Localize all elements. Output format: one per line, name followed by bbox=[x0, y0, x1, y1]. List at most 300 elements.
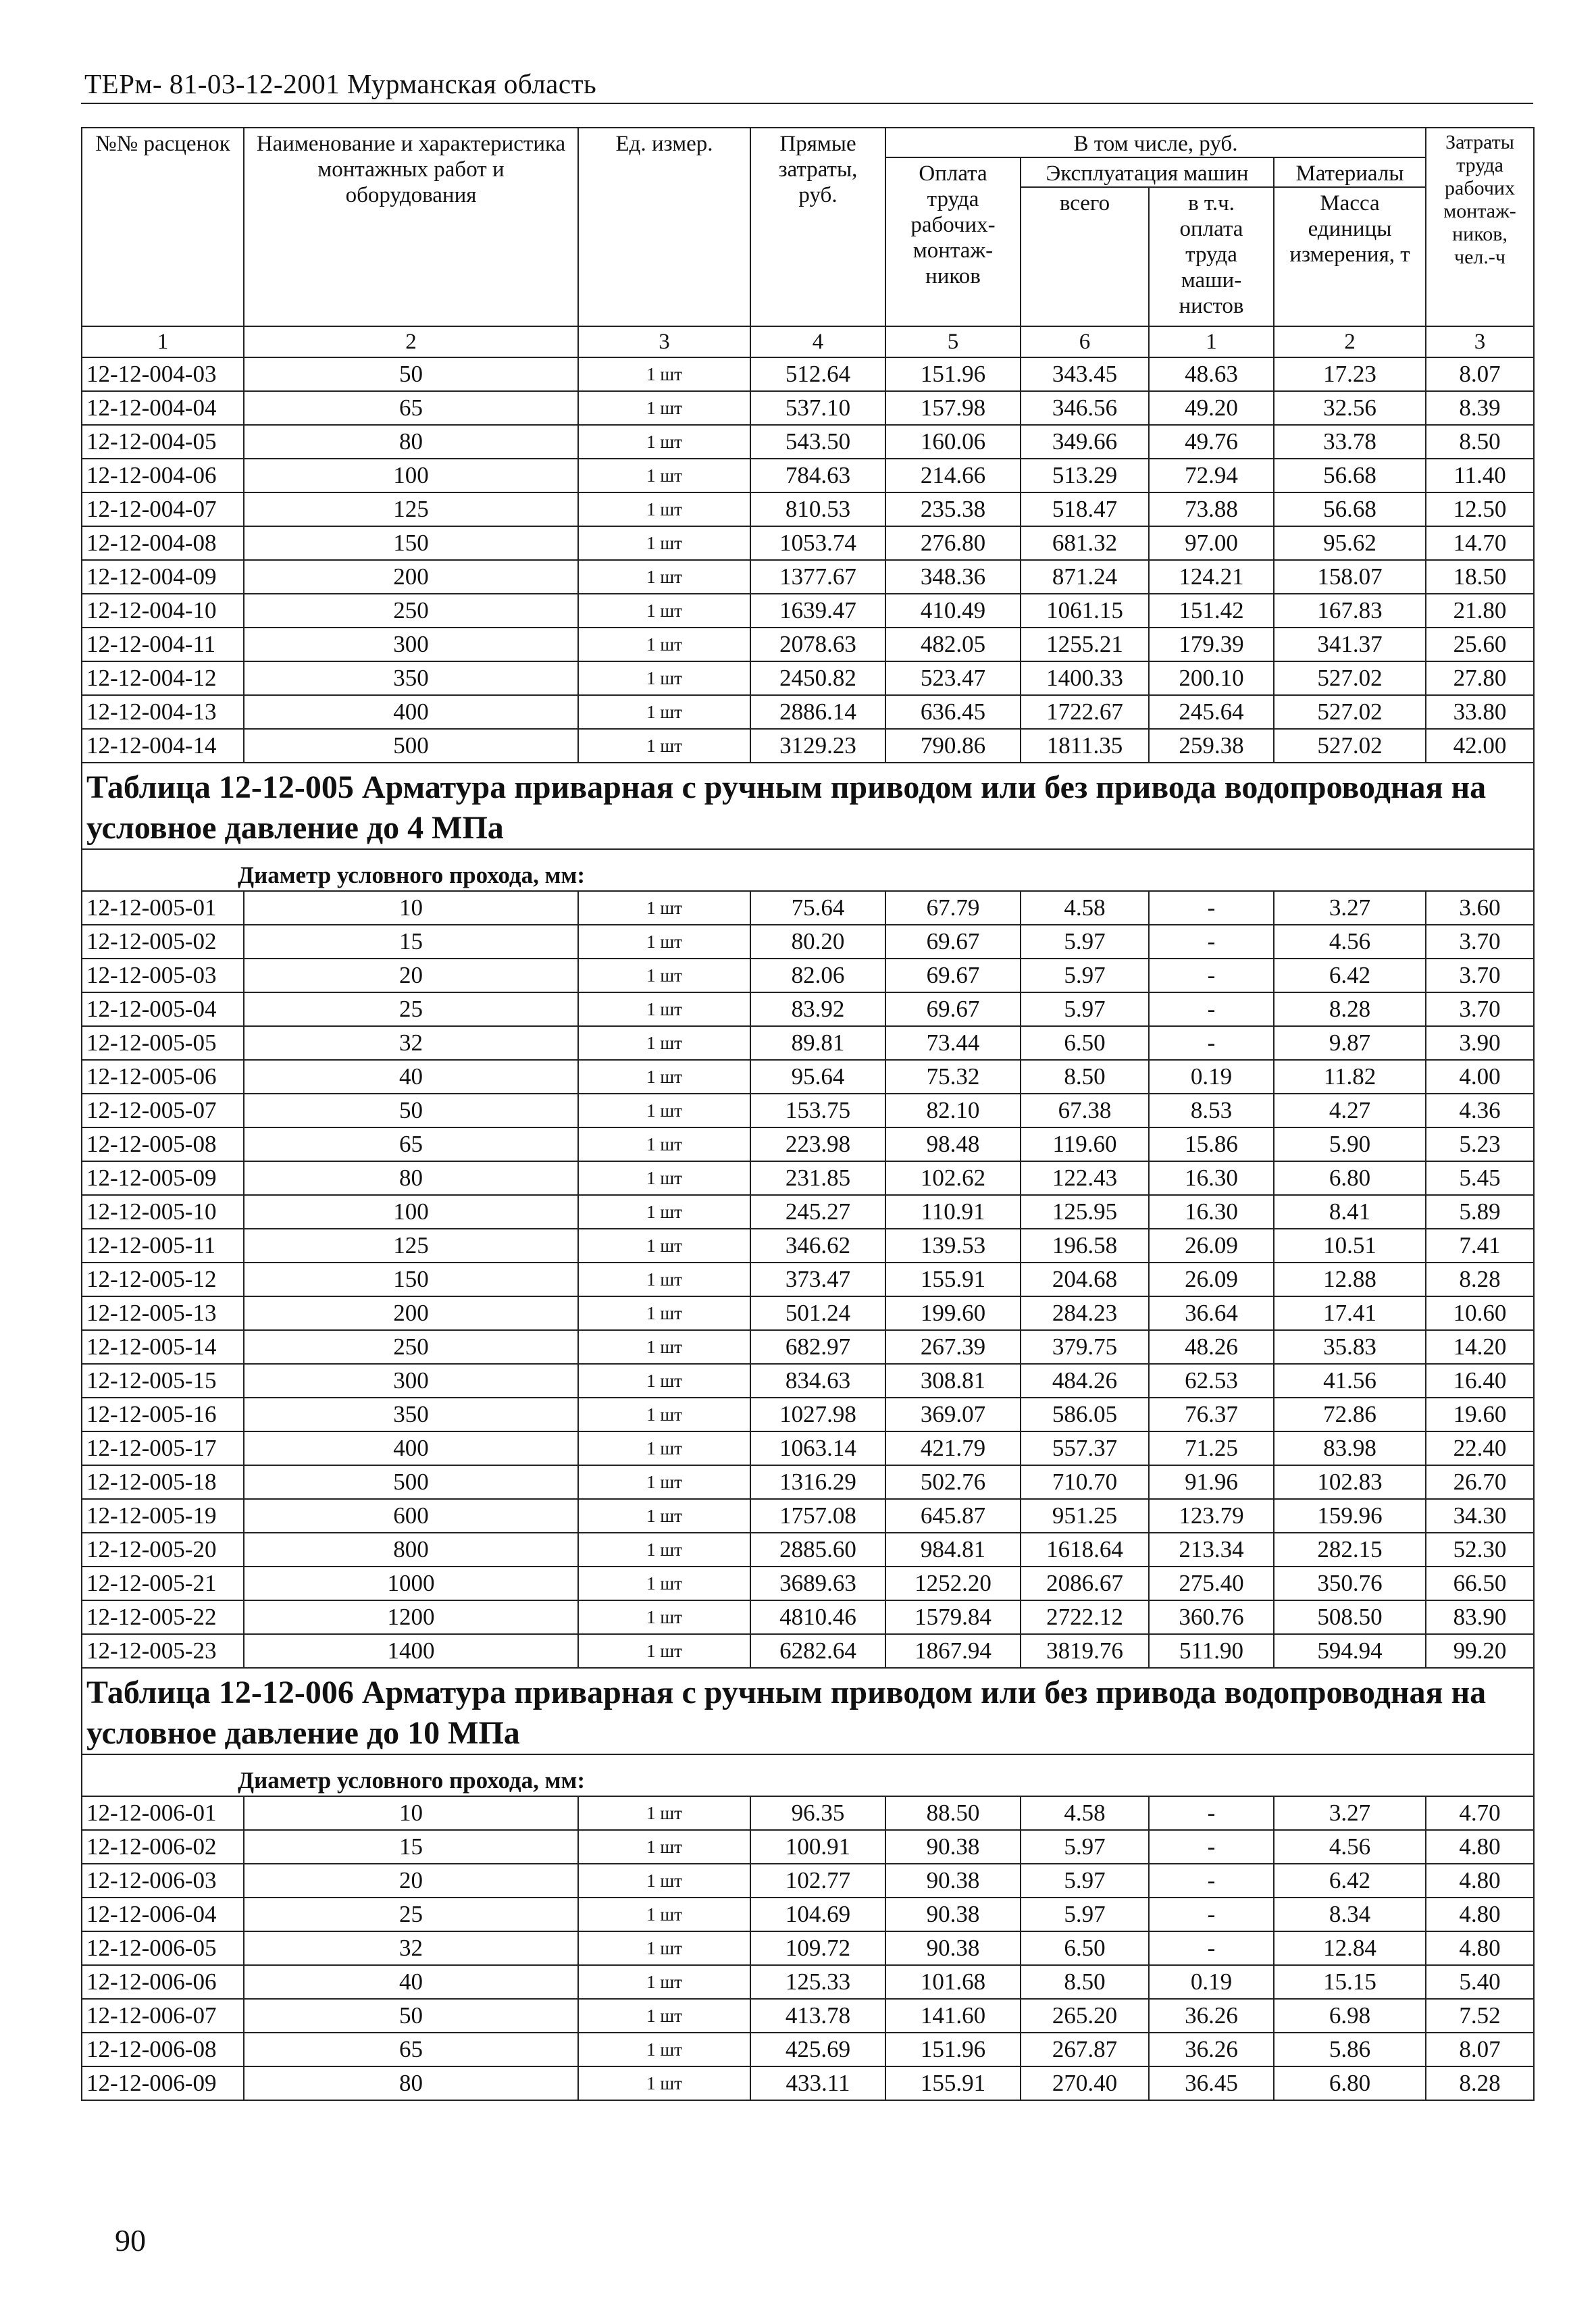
item-size-cell: 15 bbox=[244, 925, 578, 959]
column-number: 2 bbox=[244, 326, 578, 357]
item-size-cell: 100 bbox=[244, 459, 578, 492]
table-row bbox=[82, 1600, 1534, 1634]
unit-cell: 1 шт bbox=[578, 729, 750, 763]
table-row bbox=[82, 1965, 1534, 1999]
machines-total-cell: 196.58 bbox=[1021, 1229, 1149, 1263]
unit-cell: 1 шт bbox=[578, 526, 750, 560]
labor-pay-cell: 98.48 bbox=[885, 1127, 1021, 1161]
direct-costs-cell: 89.81 bbox=[750, 1026, 885, 1060]
machines-total-cell: 4.58 bbox=[1021, 1796, 1149, 1830]
item-size-cell: 50 bbox=[244, 1094, 578, 1127]
labor-pay-cell: 69.67 bbox=[885, 925, 1021, 959]
materials-cell: 4.56 bbox=[1274, 925, 1426, 959]
labor-hours-cell: 14.20 bbox=[1426, 1330, 1534, 1364]
unit-cell: 1 шт bbox=[578, 1898, 750, 1931]
header-including: В том числе, руб. bbox=[885, 128, 1426, 157]
unit-cell: 1 шт bbox=[578, 992, 750, 1026]
unit-cell: 1 шт bbox=[578, 2033, 750, 2066]
machines-total-cell: 518.47 bbox=[1021, 492, 1149, 526]
machinists-pay-cell: 36.26 bbox=[1149, 1999, 1274, 2033]
rate-code-cell: 12-12-005-05 bbox=[82, 1026, 244, 1060]
labor-pay-cell: 348.36 bbox=[885, 560, 1021, 594]
materials-cell: 41.56 bbox=[1274, 1364, 1426, 1398]
item-size-cell: 1000 bbox=[244, 1567, 578, 1600]
materials-cell: 6.80 bbox=[1274, 2066, 1426, 2100]
unit-cell: 1 шт bbox=[578, 1364, 750, 1398]
materials-cell: 4.56 bbox=[1274, 1830, 1426, 1864]
unit-cell: 1 шт bbox=[578, 1296, 750, 1330]
labor-pay-cell: 267.39 bbox=[885, 1330, 1021, 1364]
machines-total-cell: 1811.35 bbox=[1021, 729, 1149, 763]
section-subtitle-row bbox=[82, 849, 1534, 891]
rate-code-cell: 12-12-006-09 bbox=[82, 2066, 244, 2100]
table-row bbox=[82, 628, 1534, 661]
labor-pay-cell: 410.49 bbox=[885, 594, 1021, 628]
table-row bbox=[82, 1465, 1534, 1499]
unit-cell: 1 шт bbox=[578, 1965, 750, 1999]
rate-code-cell: 12-12-006-01 bbox=[82, 1796, 244, 1830]
machinists-pay-cell: 0.19 bbox=[1149, 1965, 1274, 1999]
machines-total-cell: 346.56 bbox=[1021, 391, 1149, 425]
labor-hours-cell: 4.80 bbox=[1426, 1830, 1534, 1864]
materials-cell: 56.68 bbox=[1274, 492, 1426, 526]
machinists-pay-cell: - bbox=[1149, 1931, 1274, 1965]
unit-cell: 1 шт bbox=[578, 1094, 750, 1127]
unit-cell: 1 шт bbox=[578, 1431, 750, 1465]
labor-hours-cell: 5.40 bbox=[1426, 1965, 1534, 1999]
item-size-cell: 200 bbox=[244, 1296, 578, 1330]
table-row bbox=[82, 1364, 1534, 1398]
machinists-pay-cell: - bbox=[1149, 925, 1274, 959]
labor-hours-cell: 26.70 bbox=[1426, 1465, 1534, 1499]
table-row bbox=[82, 1567, 1534, 1600]
table-row bbox=[82, 594, 1534, 628]
labor-hours-cell: 3.60 bbox=[1426, 891, 1534, 925]
materials-cell: 95.62 bbox=[1274, 526, 1426, 560]
materials-cell: 5.90 bbox=[1274, 1127, 1426, 1161]
direct-costs-cell: 413.78 bbox=[750, 1999, 885, 2033]
table-row bbox=[82, 661, 1534, 695]
column-numbers-row bbox=[82, 326, 1534, 357]
machines-total-cell: 2086.67 bbox=[1021, 1567, 1149, 1600]
materials-cell: 32.56 bbox=[1274, 391, 1426, 425]
item-size-cell: 500 bbox=[244, 1465, 578, 1499]
materials-cell: 3.27 bbox=[1274, 1796, 1426, 1830]
column-number: 1 bbox=[1149, 326, 1274, 357]
unit-cell: 1 шт bbox=[578, 459, 750, 492]
header-materials: Материалы bbox=[1274, 157, 1426, 187]
rate-code-cell: 12-12-005-09 bbox=[82, 1161, 244, 1195]
direct-costs-cell: 6282.64 bbox=[750, 1634, 885, 1668]
unit-cell: 1 шт bbox=[578, 1796, 750, 1830]
labor-pay-cell: 235.38 bbox=[885, 492, 1021, 526]
materials-cell: 56.68 bbox=[1274, 459, 1426, 492]
table-row bbox=[82, 492, 1534, 526]
labor-hours-cell: 5.45 bbox=[1426, 1161, 1534, 1195]
machines-total-cell: 1618.64 bbox=[1021, 1533, 1149, 1567]
unit-cell: 1 шт bbox=[578, 1600, 750, 1634]
rate-code-cell: 12-12-006-05 bbox=[82, 1931, 244, 1965]
unit-cell: 1 шт bbox=[578, 959, 750, 992]
machines-total-cell: 5.97 bbox=[1021, 1898, 1149, 1931]
direct-costs-cell: 2450.82 bbox=[750, 661, 885, 695]
table-row bbox=[82, 1263, 1534, 1296]
table-row bbox=[82, 1533, 1534, 1567]
table-body bbox=[82, 357, 1534, 2100]
direct-costs-cell: 231.85 bbox=[750, 1161, 885, 1195]
direct-costs-cell: 153.75 bbox=[750, 1094, 885, 1127]
item-size-cell: 40 bbox=[244, 1965, 578, 1999]
unit-cell: 1 шт bbox=[578, 628, 750, 661]
item-size-cell: 65 bbox=[244, 2033, 578, 2066]
table-row bbox=[82, 1161, 1534, 1195]
labor-hours-cell: 4.80 bbox=[1426, 1931, 1534, 1965]
machinists-pay-cell: 0.19 bbox=[1149, 1060, 1274, 1094]
rate-code-cell: 12-12-005-20 bbox=[82, 1533, 244, 1567]
item-size-cell: 50 bbox=[244, 1999, 578, 2033]
direct-costs-cell: 2886.14 bbox=[750, 695, 885, 729]
table-row bbox=[82, 1931, 1534, 1965]
materials-cell: 8.41 bbox=[1274, 1195, 1426, 1229]
labor-hours-cell: 8.50 bbox=[1426, 425, 1534, 459]
materials-cell: 17.23 bbox=[1274, 357, 1426, 391]
materials-cell: 527.02 bbox=[1274, 661, 1426, 695]
header-rule bbox=[81, 103, 1533, 104]
machines-total-cell: 343.45 bbox=[1021, 357, 1149, 391]
machinists-pay-cell: - bbox=[1149, 1026, 1274, 1060]
labor-pay-cell: 308.81 bbox=[885, 1364, 1021, 1398]
table-row bbox=[82, 1499, 1534, 1533]
machines-total-cell: 3819.76 bbox=[1021, 1634, 1149, 1668]
unit-cell: 1 шт bbox=[578, 1864, 750, 1898]
machinists-pay-cell: 91.96 bbox=[1149, 1465, 1274, 1499]
materials-cell: 15.15 bbox=[1274, 1965, 1426, 1999]
rate-code-cell: 12-12-005-06 bbox=[82, 1060, 244, 1094]
item-size-cell: 65 bbox=[244, 391, 578, 425]
machines-total-cell: 8.50 bbox=[1021, 1060, 1149, 1094]
table-row bbox=[82, 459, 1534, 492]
item-size-cell: 300 bbox=[244, 1364, 578, 1398]
direct-costs-cell: 82.06 bbox=[750, 959, 885, 992]
machinists-pay-cell: - bbox=[1149, 992, 1274, 1026]
table-header bbox=[82, 128, 1534, 357]
machinists-pay-cell: 151.42 bbox=[1149, 594, 1274, 628]
machinists-pay-cell: 48.26 bbox=[1149, 1330, 1274, 1364]
machines-total-cell: 1722.67 bbox=[1021, 695, 1149, 729]
machines-total-cell: 284.23 bbox=[1021, 1296, 1149, 1330]
item-size-cell: 80 bbox=[244, 1161, 578, 1195]
direct-costs-cell: 3689.63 bbox=[750, 1567, 885, 1600]
labor-hours-cell: 10.60 bbox=[1426, 1296, 1534, 1330]
rate-code-cell: 12-12-005-07 bbox=[82, 1094, 244, 1127]
table-row bbox=[82, 357, 1534, 391]
labor-hours-cell: 4.00 bbox=[1426, 1060, 1534, 1094]
header-labor: Затраты труда рабочих монтаж-ников, чел.-ч bbox=[1426, 128, 1534, 326]
machinists-pay-cell: 71.25 bbox=[1149, 1431, 1274, 1465]
labor-hours-cell: 8.28 bbox=[1426, 1263, 1534, 1296]
table-row bbox=[82, 1094, 1534, 1127]
table-row bbox=[82, 1999, 1534, 2033]
column-number: 3 bbox=[1426, 326, 1534, 357]
unit-cell: 1 шт bbox=[578, 1931, 750, 1965]
machines-total-cell: 1255.21 bbox=[1021, 628, 1149, 661]
materials-cell: 3.27 bbox=[1274, 891, 1426, 925]
rate-code-cell: 12-12-005-10 bbox=[82, 1195, 244, 1229]
item-size-cell: 150 bbox=[244, 1263, 578, 1296]
header-machinists-pay: в т.ч. оплата труда маши-нистов bbox=[1149, 187, 1274, 326]
labor-hours-cell: 4.80 bbox=[1426, 1898, 1534, 1931]
labor-hours-cell: 8.39 bbox=[1426, 391, 1534, 425]
labor-hours-cell: 3.90 bbox=[1426, 1026, 1534, 1060]
machinists-pay-cell: 245.64 bbox=[1149, 695, 1274, 729]
unit-cell: 1 шт bbox=[578, 1161, 750, 1195]
labor-hours-cell: 5.89 bbox=[1426, 1195, 1534, 1229]
rate-code-cell: 12-12-005-15 bbox=[82, 1364, 244, 1398]
materials-cell: 158.07 bbox=[1274, 560, 1426, 594]
item-size-cell: 80 bbox=[244, 2066, 578, 2100]
machinists-pay-cell: 36.45 bbox=[1149, 2066, 1274, 2100]
labor-pay-cell: 88.50 bbox=[885, 1796, 1021, 1830]
materials-cell: 167.83 bbox=[1274, 594, 1426, 628]
rate-code-cell: 12-12-006-06 bbox=[82, 1965, 244, 1999]
materials-cell: 9.87 bbox=[1274, 1026, 1426, 1060]
labor-hours-cell: 3.70 bbox=[1426, 925, 1534, 959]
column-number: 2 bbox=[1274, 326, 1426, 357]
direct-costs-cell: 501.24 bbox=[750, 1296, 885, 1330]
direct-costs-cell: 810.53 bbox=[750, 492, 885, 526]
rate-code-cell: 12-12-004-12 bbox=[82, 661, 244, 695]
unit-cell: 1 шт bbox=[578, 1398, 750, 1431]
direct-costs-cell: 4810.46 bbox=[750, 1600, 885, 1634]
labor-pay-cell: 90.38 bbox=[885, 1898, 1021, 1931]
materials-cell: 8.34 bbox=[1274, 1898, 1426, 1931]
unit-cell: 1 шт bbox=[578, 925, 750, 959]
direct-costs-cell: 96.35 bbox=[750, 1796, 885, 1830]
unit-cell: 1 шт bbox=[578, 594, 750, 628]
header-direct-costs: Прямые затраты, руб. bbox=[750, 128, 885, 326]
direct-costs-cell: 102.77 bbox=[750, 1864, 885, 1898]
table-row bbox=[82, 695, 1534, 729]
machines-total-cell: 5.97 bbox=[1021, 1830, 1149, 1864]
materials-cell: 508.50 bbox=[1274, 1600, 1426, 1634]
machinists-pay-cell: 124.21 bbox=[1149, 560, 1274, 594]
unit-cell: 1 шт bbox=[578, 1229, 750, 1263]
item-size-cell: 15 bbox=[244, 1830, 578, 1864]
table-row bbox=[82, 1296, 1534, 1330]
labor-pay-cell: 1867.94 bbox=[885, 1634, 1021, 1668]
rate-code-cell: 12-12-004-10 bbox=[82, 594, 244, 628]
item-size-cell: 125 bbox=[244, 1229, 578, 1263]
labor-pay-cell: 155.91 bbox=[885, 1263, 1021, 1296]
header-machines: Эксплуатация машин bbox=[1021, 157, 1274, 187]
materials-cell: 6.80 bbox=[1274, 1161, 1426, 1195]
labor-hours-cell: 21.80 bbox=[1426, 594, 1534, 628]
item-size-cell: 32 bbox=[244, 1026, 578, 1060]
machines-total-cell: 513.29 bbox=[1021, 459, 1149, 492]
item-size-cell: 50 bbox=[244, 357, 578, 391]
labor-pay-cell: 141.60 bbox=[885, 1999, 1021, 2033]
labor-hours-cell: 8.07 bbox=[1426, 2033, 1534, 2066]
item-size-cell: 32 bbox=[244, 1931, 578, 1965]
direct-costs-cell: 95.64 bbox=[750, 1060, 885, 1094]
direct-costs-cell: 75.64 bbox=[750, 891, 885, 925]
machinists-pay-cell: 76.37 bbox=[1149, 1398, 1274, 1431]
rate-code-cell: 12-12-004-09 bbox=[82, 560, 244, 594]
machinists-pay-cell: 62.53 bbox=[1149, 1364, 1274, 1398]
section-title: Таблица 12-12-006 Арматура приварная с ручным приводом или без привода водопроводная на условное давление до 10 МПа bbox=[82, 1668, 1534, 1754]
rate-code-cell: 12-12-004-05 bbox=[82, 425, 244, 459]
machines-total-cell: 4.58 bbox=[1021, 891, 1149, 925]
labor-hours-cell: 4.36 bbox=[1426, 1094, 1534, 1127]
item-size-cell: 125 bbox=[244, 492, 578, 526]
direct-costs-cell: 425.69 bbox=[750, 2033, 885, 2066]
item-size-cell: 600 bbox=[244, 1499, 578, 1533]
rate-code-cell: 12-12-006-03 bbox=[82, 1864, 244, 1898]
labor-hours-cell: 27.80 bbox=[1426, 661, 1534, 695]
labor-hours-cell: 11.40 bbox=[1426, 459, 1534, 492]
item-size-cell: 350 bbox=[244, 661, 578, 695]
labor-pay-cell: 67.79 bbox=[885, 891, 1021, 925]
item-size-cell: 40 bbox=[244, 1060, 578, 1094]
materials-cell: 102.83 bbox=[1274, 1465, 1426, 1499]
machinists-pay-cell: 511.90 bbox=[1149, 1634, 1274, 1668]
machines-total-cell: 119.60 bbox=[1021, 1127, 1149, 1161]
labor-pay-cell: 645.87 bbox=[885, 1499, 1021, 1533]
direct-costs-cell: 104.69 bbox=[750, 1898, 885, 1931]
direct-costs-cell: 100.91 bbox=[750, 1830, 885, 1864]
machines-total-cell: 5.97 bbox=[1021, 992, 1149, 1026]
item-size-cell: 800 bbox=[244, 1533, 578, 1567]
materials-cell: 12.88 bbox=[1274, 1263, 1426, 1296]
machines-total-cell: 5.97 bbox=[1021, 925, 1149, 959]
machinists-pay-cell: 97.00 bbox=[1149, 526, 1274, 560]
item-size-cell: 400 bbox=[244, 695, 578, 729]
unit-cell: 1 шт bbox=[578, 661, 750, 695]
rate-code-cell: 12-12-004-06 bbox=[82, 459, 244, 492]
item-size-cell: 20 bbox=[244, 959, 578, 992]
labor-hours-cell: 7.52 bbox=[1426, 1999, 1534, 2033]
labor-pay-cell: 90.38 bbox=[885, 1931, 1021, 1965]
direct-costs-cell: 433.11 bbox=[750, 2066, 885, 2100]
unit-cell: 1 шт bbox=[578, 1330, 750, 1364]
materials-cell: 341.37 bbox=[1274, 628, 1426, 661]
unit-cell: 1 шт bbox=[578, 1999, 750, 2033]
item-size-cell: 25 bbox=[244, 1898, 578, 1931]
unit-cell: 1 шт bbox=[578, 1127, 750, 1161]
machines-total-cell: 270.40 bbox=[1021, 2066, 1149, 2100]
rate-code-cell: 12-12-005-13 bbox=[82, 1296, 244, 1330]
page-number: 90 bbox=[115, 2223, 146, 2258]
direct-costs-cell: 1316.29 bbox=[750, 1465, 885, 1499]
rate-code-cell: 12-12-005-17 bbox=[82, 1431, 244, 1465]
table-row bbox=[82, 560, 1534, 594]
section-title-row bbox=[82, 763, 1534, 849]
item-size-cell: 150 bbox=[244, 526, 578, 560]
item-size-cell: 300 bbox=[244, 628, 578, 661]
rate-code-cell: 12-12-005-02 bbox=[82, 925, 244, 959]
labor-hours-cell: 8.28 bbox=[1426, 2066, 1534, 2100]
unit-cell: 1 шт bbox=[578, 1026, 750, 1060]
unit-cell: 1 шт bbox=[578, 357, 750, 391]
rate-code-cell: 12-12-004-13 bbox=[82, 695, 244, 729]
labor-pay-cell: 276.80 bbox=[885, 526, 1021, 560]
machines-total-cell: 265.20 bbox=[1021, 1999, 1149, 2033]
table-row bbox=[82, 1864, 1534, 1898]
labor-pay-cell: 139.53 bbox=[885, 1229, 1021, 1263]
machines-total-cell: 125.95 bbox=[1021, 1195, 1149, 1229]
table-row bbox=[82, 1060, 1534, 1094]
direct-costs-cell: 346.62 bbox=[750, 1229, 885, 1263]
machines-total-cell: 2722.12 bbox=[1021, 1600, 1149, 1634]
direct-costs-cell: 245.27 bbox=[750, 1195, 885, 1229]
rate-code-cell: 12-12-005-08 bbox=[82, 1127, 244, 1161]
unit-cell: 1 шт bbox=[578, 2066, 750, 2100]
section-subtitle: Диаметр условного прохода, мм: bbox=[82, 849, 1534, 891]
machinists-pay-cell: 16.30 bbox=[1149, 1195, 1274, 1229]
rate-code-cell: 12-12-004-08 bbox=[82, 526, 244, 560]
table-row bbox=[82, 1431, 1534, 1465]
rate-code-cell: 12-12-005-01 bbox=[82, 891, 244, 925]
item-size-cell: 250 bbox=[244, 594, 578, 628]
column-number: 3 bbox=[578, 326, 750, 357]
unit-cell: 1 шт bbox=[578, 1060, 750, 1094]
header-labor-pay: Оплата труда рабочих-монтаж-ников bbox=[885, 157, 1021, 326]
unit-cell: 1 шт bbox=[578, 1567, 750, 1600]
labor-hours-cell: 25.60 bbox=[1426, 628, 1534, 661]
labor-pay-cell: 421.79 bbox=[885, 1431, 1021, 1465]
machinists-pay-cell: 200.10 bbox=[1149, 661, 1274, 695]
labor-hours-cell: 8.07 bbox=[1426, 357, 1534, 391]
rate-code-cell: 12-12-005-18 bbox=[82, 1465, 244, 1499]
unit-cell: 1 шт bbox=[578, 1533, 750, 1567]
direct-costs-cell: 1377.67 bbox=[750, 560, 885, 594]
labor-hours-cell: 3.70 bbox=[1426, 959, 1534, 992]
machines-total-cell: 681.32 bbox=[1021, 526, 1149, 560]
labor-hours-cell: 16.40 bbox=[1426, 1364, 1534, 1398]
table-row bbox=[82, 2066, 1534, 2100]
item-size-cell: 350 bbox=[244, 1398, 578, 1431]
direct-costs-cell: 834.63 bbox=[750, 1364, 885, 1398]
rate-code-cell: 12-12-004-03 bbox=[82, 357, 244, 391]
direct-costs-cell: 1639.47 bbox=[750, 594, 885, 628]
item-size-cell: 250 bbox=[244, 1330, 578, 1364]
rate-code-cell: 12-12-005-22 bbox=[82, 1600, 244, 1634]
machines-total-cell: 586.05 bbox=[1021, 1398, 1149, 1431]
labor-pay-cell: 101.68 bbox=[885, 1965, 1021, 1999]
rate-code-cell: 12-12-005-12 bbox=[82, 1263, 244, 1296]
item-size-cell: 1400 bbox=[244, 1634, 578, 1668]
machinists-pay-cell: - bbox=[1149, 959, 1274, 992]
machines-total-cell: 6.50 bbox=[1021, 1931, 1149, 1965]
section-title-row bbox=[82, 1668, 1534, 1754]
rate-code-cell: 12-12-005-16 bbox=[82, 1398, 244, 1431]
machinists-pay-cell: 26.09 bbox=[1149, 1263, 1274, 1296]
machines-total-cell: 710.70 bbox=[1021, 1465, 1149, 1499]
materials-cell: 72.86 bbox=[1274, 1398, 1426, 1431]
machinists-pay-cell: 36.26 bbox=[1149, 2033, 1274, 2066]
labor-hours-cell: 19.60 bbox=[1426, 1398, 1534, 1431]
machines-total-cell: 6.50 bbox=[1021, 1026, 1149, 1060]
direct-costs-cell: 3129.23 bbox=[750, 729, 885, 763]
table-row bbox=[82, 1830, 1534, 1864]
rate-code-cell: 12-12-005-21 bbox=[82, 1567, 244, 1600]
labor-hours-cell: 3.70 bbox=[1426, 992, 1534, 1026]
machinists-pay-cell: 48.63 bbox=[1149, 357, 1274, 391]
machines-total-cell: 379.75 bbox=[1021, 1330, 1149, 1364]
direct-costs-cell: 537.10 bbox=[750, 391, 885, 425]
machinists-pay-cell: 179.39 bbox=[1149, 628, 1274, 661]
item-size-cell: 25 bbox=[244, 992, 578, 1026]
